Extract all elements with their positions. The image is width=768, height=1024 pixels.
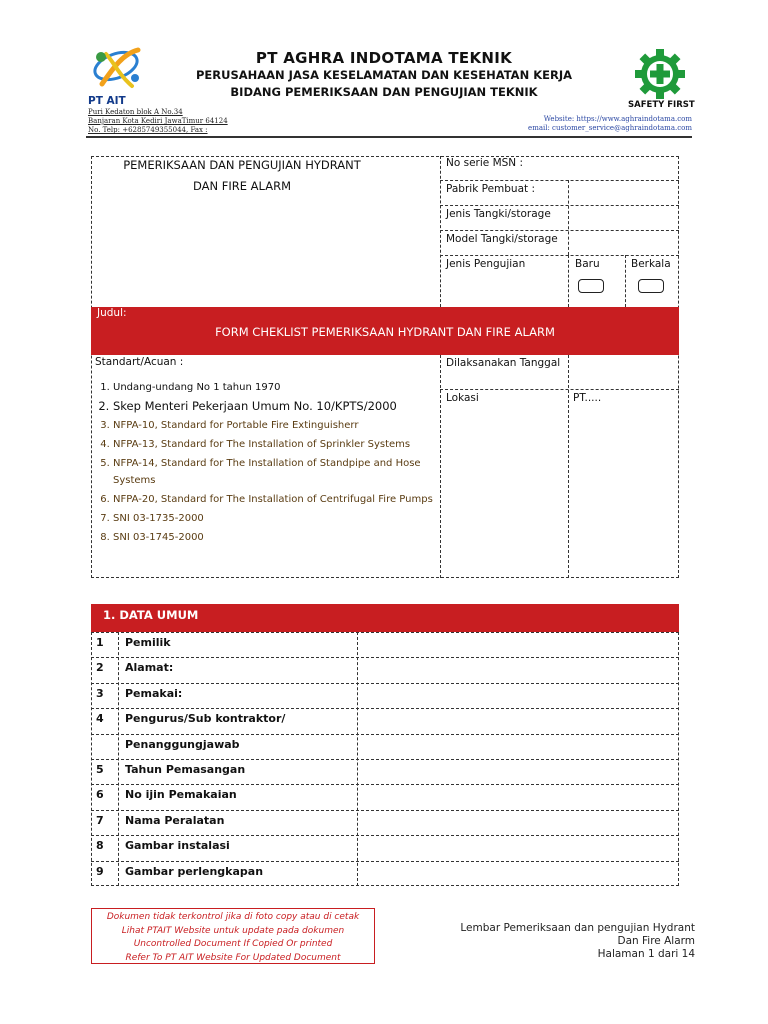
info-row-line	[440, 230, 679, 231]
info-divider-v	[440, 156, 441, 307]
row-label: Penanggungjawab	[125, 737, 240, 751]
website-link[interactable]: Website: https://www.aghraindotama.com	[543, 115, 692, 123]
row-value-field[interactable]	[358, 657, 678, 681]
safety-logo	[630, 48, 690, 102]
row-label: Alamat:	[125, 661, 174, 675]
row-value-field[interactable]	[358, 734, 678, 758]
judul-bar	[91, 307, 679, 355]
jenis-pengujian-label: Jenis Pengujian	[446, 258, 526, 270]
row-value-field[interactable]	[358, 784, 678, 808]
jenis-tangki-label: Jenis Tangki/storage	[446, 208, 551, 220]
model-tangki-label: Model Tangki/storage	[446, 233, 558, 245]
safety-gear-icon	[630, 48, 690, 102]
row-value-field[interactable]	[358, 759, 678, 783]
notice-line2: Lihat PTAIT Website untuk update pada dokumen	[121, 925, 345, 936]
row-label: Gambar instalasi	[125, 839, 230, 853]
address-block	[88, 108, 228, 135]
info-row-line	[440, 180, 679, 181]
pabrik-label: Pabrik Pembuat :	[446, 183, 536, 195]
footer-info	[460, 922, 695, 961]
standard-list	[93, 379, 453, 548]
data-umum-title: 1. DATA UMUM	[103, 608, 199, 622]
contact-block	[528, 115, 692, 133]
doc-title-line2: DAN FIRE ALARM	[192, 179, 291, 193]
row-number: 6	[96, 788, 104, 802]
info-col-line	[568, 255, 569, 307]
row-value-field[interactable]	[358, 861, 678, 885]
lokasi-label: Lokasi	[446, 392, 479, 404]
row-value-field[interactable]	[358, 708, 678, 732]
row-number: 5	[96, 763, 104, 776]
logo-text: PT AIT	[88, 95, 126, 107]
company-line2: PERUSAHAAN JASA KESELAMATAN DAN KESEHATAN KERJA	[195, 68, 573, 82]
info-row-line	[440, 205, 679, 206]
info-value-divider	[568, 180, 569, 255]
row-number: 8	[96, 839, 104, 853]
judul-label: Judul:	[97, 307, 127, 319]
row-label: Pemakai:	[125, 686, 183, 700]
row-value-field[interactable]	[358, 632, 678, 656]
row-value-field[interactable]	[358, 810, 678, 834]
row-value-field[interactable]	[358, 835, 678, 859]
row-value-field[interactable]	[358, 683, 678, 707]
safety-first-label: SAFETY FIRST	[628, 100, 695, 110]
dilaksanakan-label: Dilaksanakan Tanggal	[446, 357, 561, 369]
doc-title-line1: PEMERIKSAAN DAN PENGUJIAN HYDRANT	[123, 158, 361, 172]
standard-label: Standart/Acuan :	[95, 356, 184, 368]
footer-page: Halaman 1 dari 14	[597, 948, 695, 960]
std-row-line	[440, 389, 679, 390]
row-number: 9	[96, 864, 104, 878]
standard-item: 1. Undang-undang No 1 tahun 1970	[113, 379, 453, 396]
address-line3: No. Telp: +6285749355044, Fax :	[88, 126, 208, 134]
row-label: Pengurus/Sub kontraktor/	[125, 712, 286, 726]
baru-label: Baru	[575, 258, 600, 270]
row-number: 3	[96, 686, 104, 700]
judul-title: FORM CHEKLIST PEMERIKSAAN HYDRANT DAN FIRE ALARM	[215, 325, 555, 339]
address-line1: Puri Kedaton blok A No.34	[88, 108, 183, 116]
standard-item: 3. NFPA-10, Standard for Portable Fire Extinguisherr	[113, 417, 453, 434]
standard-item: 7. SNI 03-1735-2000	[113, 510, 453, 527]
data-umum-bar	[91, 604, 679, 632]
notice-line1: Dokumen tidak terkontrol jika di foto copy atau di cetak	[106, 912, 360, 922]
address-line2: Banjaran Kota Kediri JawaTimur 64124	[88, 117, 228, 125]
footer-line1: Lembar Pemeriksaan dan pengujian Hydrant	[460, 922, 695, 934]
standard-item: 8. SNI 03-1745-2000	[113, 529, 453, 546]
no-serie-label: No serie MSN :	[446, 157, 524, 169]
row-label: Pemilik	[125, 636, 171, 649]
row-label: Tahun Pemasangan	[125, 763, 246, 776]
row-number: 4	[96, 712, 104, 726]
row-label: Nama Peralatan	[125, 813, 225, 827]
info-row-line	[440, 255, 679, 256]
header-divider	[86, 136, 692, 138]
notice-line4: Refer To PT AIT Website For Updated Document	[125, 952, 341, 963]
info-col-line	[625, 255, 626, 307]
company-line3: BIDANG PEMERIKSAAN DAN PENGUJIAN TEKNIK	[230, 85, 538, 99]
standard-item: 6. NFPA-20, Standard for The Installation of Centrifugal Fire Pumps	[113, 491, 453, 508]
standard-item: 5. NFPA-14, Standard for The Installation of Standpipe and Hose Systems	[113, 455, 453, 489]
row-label: Gambar perlengkapan	[125, 864, 264, 878]
company-name: PT AGHRA INDOTAMA TEKNIK	[255, 49, 513, 67]
row-label: No ijin Pemakaian	[125, 788, 237, 802]
standard-item: 4. NFPA-13, Standard for The Installation of Sprinkler Systems	[113, 436, 453, 453]
lokasi-value: PT.....	[573, 392, 602, 404]
email-link[interactable]: email: customer_service@aghraindotama.com	[528, 124, 692, 132]
row-number: 7	[96, 813, 104, 827]
baru-checkbox[interactable]	[578, 279, 604, 293]
uncontrolled-notice	[91, 908, 375, 964]
footer-line2: Dan Fire Alarm	[617, 935, 695, 947]
row-number: 1	[96, 636, 104, 649]
berkala-label: Berkala	[631, 258, 671, 270]
notice-line3: Uncontrolled Document If Copied Or printed	[133, 939, 333, 949]
berkala-checkbox[interactable]	[638, 279, 664, 293]
row-number: 2	[96, 661, 104, 675]
standard-item: 2. Skep Menteri Pekerjaan Umum No. 10/KPTS/2000	[113, 398, 453, 415]
